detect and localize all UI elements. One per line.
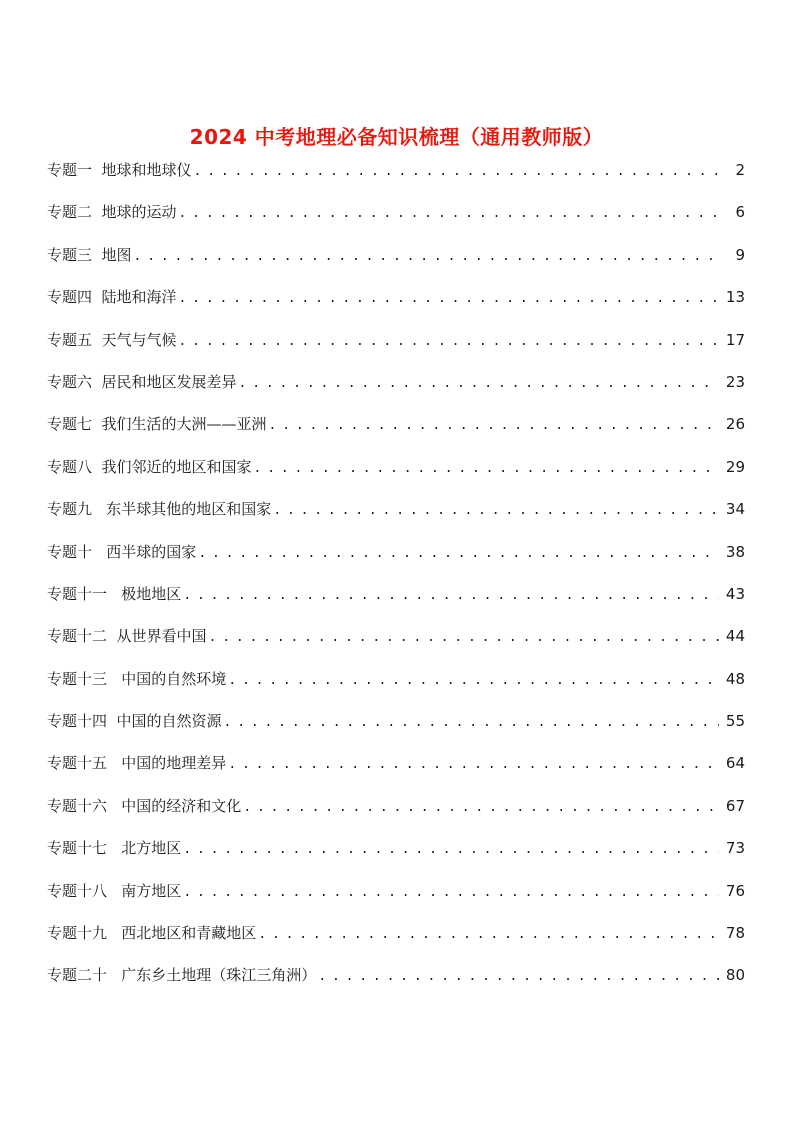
toc-page-number: 73 [725, 839, 745, 858]
toc-entry-label: 专题五 天气与气候 [47, 330, 177, 349]
toc-entry-label: 专题十八 南方地区 [47, 881, 182, 900]
dot-leader [179, 328, 719, 356]
toc-page-number: 55 [725, 712, 745, 731]
toc-entry[interactable] [47, 919, 745, 961]
toc-entry[interactable] [47, 834, 745, 876]
toc-entry-label: 专题十一 极地地区 [47, 584, 182, 603]
toc-entry[interactable] [47, 622, 745, 664]
toc-entry[interactable] [47, 538, 745, 580]
toc-entry-label: 专题八 我们邻近的地区和国家 [47, 457, 252, 476]
toc-page-number: 67 [725, 796, 745, 815]
toc-entry-label: 专题十 西半球的国家 [47, 542, 197, 561]
toc-entry-label: 专题十三 中国的自然环境 [47, 669, 227, 688]
toc-entry-label: 专题二 地球的运动 [47, 203, 177, 222]
toc-page-number: 17 [725, 330, 745, 349]
document-title: 2024 中考地理必备知识梳理（通用教师版） [189, 125, 604, 150]
toc-page-number: 78 [725, 924, 745, 943]
toc-page-number: 44 [725, 627, 745, 646]
toc-page-number: 43 [725, 584, 745, 603]
toc-entry[interactable] [47, 792, 745, 834]
dot-leader [224, 709, 719, 737]
toc-entry-label: 专题一 地球和地球仪 [47, 161, 192, 179]
toc-entry[interactable] [47, 283, 745, 325]
toc-entry-label: 专题十四 中国的自然资源 [47, 712, 222, 731]
toc-entry[interactable] [47, 877, 745, 919]
toc-page-number: 64 [725, 754, 745, 773]
dot-leader [239, 370, 719, 398]
dot-leader [228, 751, 719, 779]
toc-page-number: 2 [735, 161, 745, 179]
toc-page-number: 23 [725, 372, 745, 391]
toc-entry[interactable] [47, 368, 745, 410]
toc-page-number: 29 [725, 457, 745, 476]
dot-leader [194, 158, 719, 186]
dot-leader [228, 667, 719, 695]
toc-page-number: 9 [735, 245, 745, 264]
dot-leader [183, 582, 719, 610]
toc-page-number: 13 [725, 288, 745, 307]
toc-page-number: 48 [725, 669, 745, 688]
toc-entry-label: 专题九 东半球其他的地区和国家 [47, 500, 272, 519]
toc-entry-label: 专题七 我们生活的大洲——亚洲 [47, 415, 267, 434]
toc-entry[interactable] [47, 198, 745, 240]
dot-leader [269, 412, 719, 440]
toc-entry-label: 专题十五 中国的地理差异 [47, 754, 227, 773]
toc-entry[interactable] [47, 961, 745, 1003]
toc-entry[interactable] [47, 495, 745, 537]
dot-leader [179, 200, 719, 228]
toc-entry-label: 专题二十 广东乡土地理（珠江三角洲） [47, 966, 317, 985]
toc-entry[interactable] [47, 453, 745, 495]
dot-leader [243, 794, 719, 822]
dot-leader [134, 243, 719, 271]
toc-entry-label: 专题六 居民和地区发展差异 [47, 372, 237, 391]
toc-page-number: 38 [725, 542, 745, 561]
toc-entry[interactable] [47, 749, 745, 791]
toc-entry-label: 专题十九 西北地区和青藏地区 [47, 924, 257, 943]
toc-entry-label: 专题四 陆地和海洋 [47, 288, 177, 307]
toc-entry[interactable] [47, 156, 745, 198]
toc-entry[interactable] [47, 665, 745, 707]
dot-leader [183, 879, 719, 907]
toc-entry[interactable] [47, 707, 745, 749]
dot-leader [254, 455, 719, 483]
toc-page-number: 34 [725, 500, 745, 519]
dot-leader [183, 836, 719, 864]
dot-leader [258, 921, 719, 949]
toc-page-number: 26 [725, 415, 745, 434]
toc-entry[interactable] [47, 580, 745, 622]
toc-page-number: 76 [725, 881, 745, 900]
dot-leader [179, 285, 719, 313]
dot-leader [198, 540, 719, 568]
toc-page-number: 6 [735, 203, 745, 222]
table-of-contents [47, 156, 745, 1004]
toc-entry[interactable] [47, 326, 745, 368]
toc-entry-label: 专题十七 北方地区 [47, 839, 182, 858]
toc-entry-label: 专题三 地图 [47, 245, 132, 264]
toc-entry-label: 专题十二 从世界看中国 [47, 627, 207, 646]
dot-leader [273, 497, 719, 525]
toc-entry-label: 专题十六 中国的经济和文化 [47, 796, 242, 815]
dot-leader [209, 624, 719, 652]
toc-entry[interactable] [47, 410, 745, 452]
toc-page-number: 80 [725, 966, 745, 985]
toc-entry[interactable] [47, 241, 745, 283]
dot-leader [318, 963, 719, 991]
